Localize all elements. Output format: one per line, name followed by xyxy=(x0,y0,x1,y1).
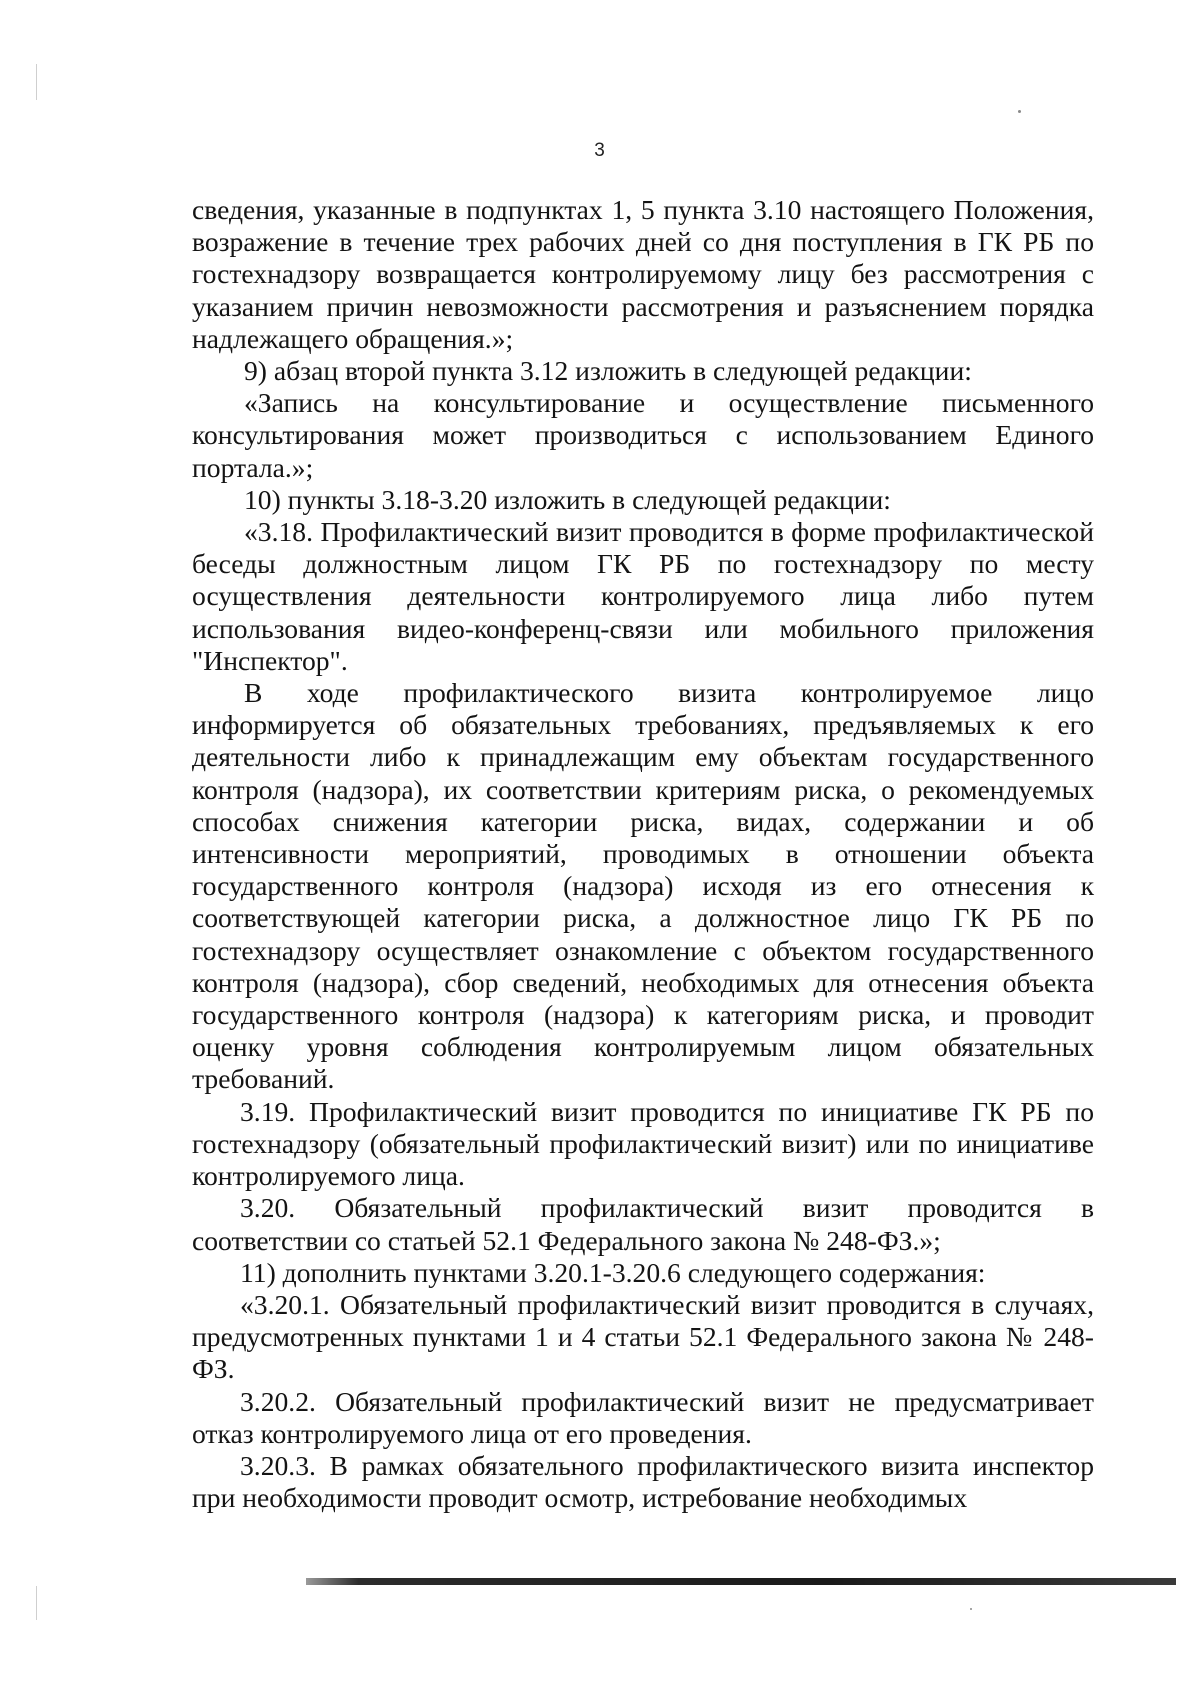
paragraph-3-20-1: «3.20.1. Обязательный профилактический визит проводится в случаях, предусмотренных пунктами 1 и 4 статьи 52.1 Федерального закона № 248-ФЗ. xyxy=(192,1288,1094,1385)
scan-edge-mark-bottom xyxy=(36,1586,37,1620)
document-body xyxy=(192,194,1094,1514)
paragraph-3-20: 3.20. Обязательный профилактический визит проводится в соответствии со статьей 52.1 Федерального закона № 248-ФЗ.»; xyxy=(192,1192,1094,1256)
paragraph-item-9: 9) абзац второй пункта 3.12 изложить в следующей редакции: xyxy=(244,355,972,387)
page-number: 3 xyxy=(594,140,606,161)
scan-speck xyxy=(970,1608,972,1610)
paragraph-item-10: 10) пункты 3.18-3.20 изложить в следующей редакции: xyxy=(244,483,891,515)
paragraph-visit-info: В ходе профилактического визита контролируемое лицо информируется об обязательных требованиях, предъявляемых к его деятельности либо к принадлежащим ему объектам государственного контроля (надзора), их соответствии критериям риска, о рекомендуемых способах снижения категории риска, видах, содержании и об интенсивности мероприятий, проводимых в отношении объекта государственного контроля (надзора) исходя из его отнесения к соответствующей категории риска, а должностное лицо ГК РБ по гостехнадзору осуществляет ознакомление с объектом государственного контроля (надзора), сбор сведений, необходимых для отнесения объекта государственного контроля (надзора) к категориям риска, и проводит оценку уровня соблюдения контролируемым лицом обязательных требований. xyxy=(192,677,1094,1095)
paragraph-continuation: сведения, указанные в подпунктах 1, 5 пункта 3.10 настоящего Положения, возражение в течение трех рабочих дней со дня поступления в ГК РБ по гостехнадзору возвращается контролируемому лицу без рассмотрения с указанием причин невозможности рассмотрения и разъяснением порядка надлежащего обращения.»; xyxy=(192,194,1094,354)
scan-edge-mark-top xyxy=(36,64,37,100)
paragraph-3-18: «3.18. Профилактический визит проводится в форме профилактической беседы должностным лицом ГК РБ по гостехнадзору по месту осуществления деятельности контролируемого лица либо путем использования видео-конференц-связи или мобильного приложения "Инспектор". xyxy=(192,516,1094,676)
paragraph-3-19: 3.19. Профилактический визит проводится по инициативе ГК РБ по гостехнадзору (обязательный профилактический визит) или по инициативе контролируемого лица. xyxy=(192,1095,1094,1192)
paragraph-3-20-2: 3.20.2. Обязательный профилактический визит не предусматривает отказ контролируемого лица от его проведения. xyxy=(192,1385,1094,1449)
paragraph-item-11: 11) дополнить пунктами 3.20.1-3.20.6 следующего содержания: xyxy=(240,1256,986,1288)
scan-speck xyxy=(1018,110,1021,113)
paragraph-quote-consultation: «Запись на консультирование и осуществление письменного консультирования может производиться с использованием Единого портала.»; xyxy=(192,387,1094,483)
scan-artifact-line xyxy=(306,1578,1176,1585)
paragraph-3-20-3: 3.20.3. В рамках обязательного профилактического визита инспектор при необходимости проводит осмотр, истребование необходимых xyxy=(192,1449,1094,1514)
